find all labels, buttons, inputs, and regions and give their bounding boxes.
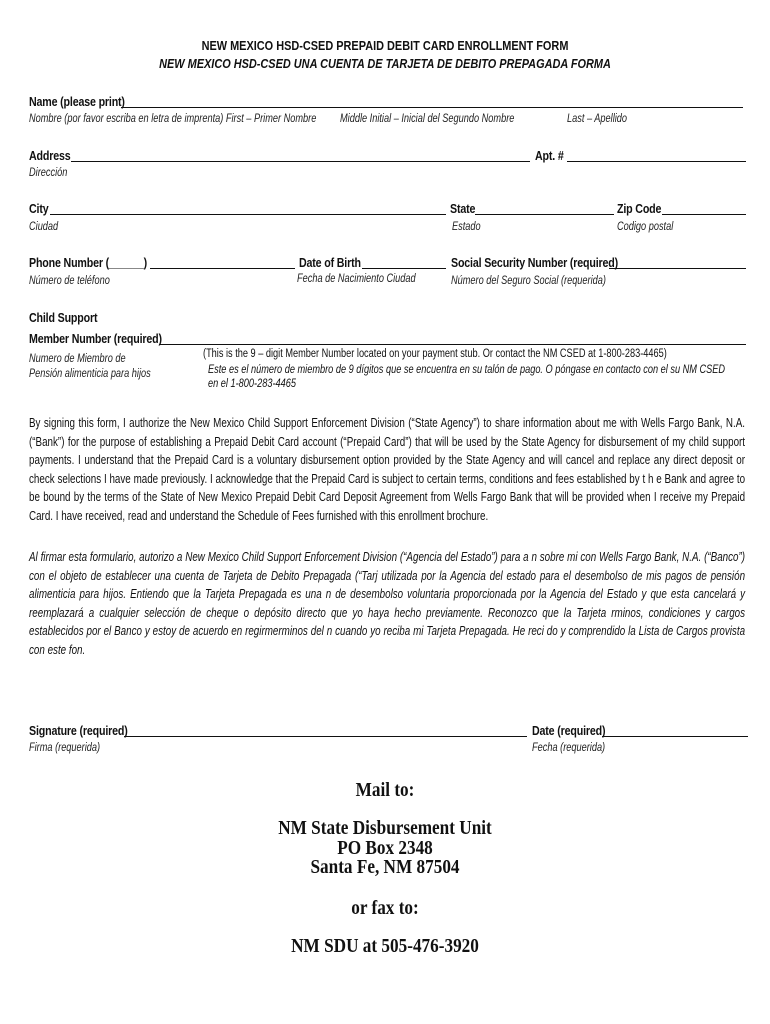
member-number-note-es-line1: Este es el número de miembro de 9 dígitos que se encuentra en su talón de pago. O póngase en contacto con el su NM CSED — [208, 364, 726, 376]
signature-sublabel: Firma (requerida) — [29, 742, 101, 754]
mail-to-heading: Mail to: — [355, 779, 415, 801]
dob-label: Date of Birth — [299, 255, 361, 270]
child-support-label-line2: Member Number (required) — [29, 331, 162, 346]
child-support-label-line1: Child Support — [29, 310, 98, 325]
child-support-sublabel-line1: Numero de Miembro de — [29, 353, 126, 365]
name-label: Name (please print) — [29, 94, 125, 109]
state-input-line[interactable] — [475, 214, 614, 215]
phone-sublabel: Número de teléfono — [29, 275, 110, 287]
zip-label: Zip Code — [617, 201, 662, 216]
mail-address-line2: PO Box 2348 — [337, 837, 433, 859]
address-sublabel: Dirección — [29, 167, 68, 179]
authorization-text-es: Al firmar esta formulario, autorizo a New Mexico Child Support Enforcement Division (“Agencia del Estado”) para a n sobre mi con Wells Fargo Bank, N.A. (“Banco”) con el objeto de establecer una cuenta de Tarjeta de Debito Prepagada (“Tarj utilizada por la Agencia del estado para el desembolso de mis pagos de pensión alimenticia para hijos. Entiendo que la Tarjeta Prepagada es una n de desembolso voluntaria proporcionada por la Agencia del Estado y que esta cancelará y reemplazará a cualquier selección de cheque o depósito directo que yo haya hecho previamente. Reconozco que la Tarjeta rminos, condiciones y cargos establecidos por el Banco y estoy de acuerdo en regirmerminos del n cuando yo reciba mi Tarjeta Prepagada. He reci do y comprendido la Lista de Cargos provista con este fon. — [29, 550, 746, 657]
ssn-sublabel: Número del Seguro Social (requerida) — [451, 275, 606, 287]
fax-heading: or fax to: — [351, 897, 419, 919]
zip-sublabel: Codigo postal — [617, 221, 674, 233]
signature-input-line[interactable] — [124, 736, 527, 737]
city-label: City — [29, 201, 49, 216]
ssn-input-line[interactable] — [609, 268, 746, 269]
state-sublabel: Estado — [452, 221, 481, 233]
mail-address-line1: NM State Disbursement Unit — [278, 817, 492, 839]
member-number-input-line[interactable] — [159, 344, 746, 345]
name-input-line[interactable] — [121, 107, 743, 108]
city-sublabel: Ciudad — [29, 221, 59, 233]
zip-input-line[interactable] — [662, 214, 746, 215]
address-label: Address — [29, 148, 71, 163]
child-support-sublabel-line2: Pensión alimenticia para hijos — [29, 368, 151, 380]
date-input-line[interactable] — [602, 736, 748, 737]
phone-label: Phone Number (______) — [29, 255, 148, 270]
mail-address-line3: Santa Fe, NM 87504 — [310, 856, 460, 878]
dob-input-line[interactable] — [362, 268, 446, 269]
form-title: NEW MEXICO HSD-CSED PREPAID DEBIT CARD ENROLLMENT FORM — [201, 38, 569, 53]
form-subtitle: NEW MEXICO HSD-CSED UNA CUENTA DE TARJETA DE DEBITO PREPAGADA FORMA — [159, 56, 611, 71]
name-first-sublabel: Nombre (por favor escriba en letra de imprenta) First – Primer Nombre — [29, 113, 317, 125]
member-number-note-es-line2: en el 1-800-283-4465 — [208, 378, 296, 390]
apt-input-line[interactable] — [567, 161, 746, 162]
date-sublabel: Fecha (requerida) — [532, 742, 606, 754]
name-last-sublabel: Last – Apellido — [567, 113, 628, 125]
signature-label: Signature (required) — [29, 723, 128, 738]
member-number-note-en: (This is the 9 – digit Member Number located on your payment stub. Or contact the NM CSED at 1-800-283-4465) — [203, 348, 667, 360]
phone-input-line[interactable] — [150, 268, 295, 269]
city-input-line[interactable] — [50, 214, 446, 215]
fax-number: NM SDU at 505-476-3920 — [291, 935, 479, 957]
state-label: State — [450, 201, 476, 216]
name-middle-sublabel: Middle Initial – Inicial del Segundo Nombre — [340, 113, 515, 125]
ssn-label: Social Security Number (required) — [451, 255, 618, 270]
authorization-text-en: By signing this form, I authorize the New Mexico Child Support Enforcement Division (“State Agency”) to share information about me with Wells Fargo Bank, N.A. (“Bank”) for the purpose of establishing a Prepaid Debit Card account (“Prepaid Card”) that will be used by the State Agency for disbursement of my child support payments. I understand that the Prepaid Card is a voluntary disbursement option provided by the State Agency and will cancel and replace any direct deposit or check selections I have made previously. I acknowledge that the Prepaid Card is subject to certain terms, conditions and fees established by t h e Bank and agree to be bound by the terms of the State of New Mexico Prepaid Debit Card Deposit Agreement from Wells Fargo Bank that will be provided when I receive my Prepaid Card. I have received, read and understand the Schedule of Fees furnished with this enrollment brochure. — [29, 416, 746, 523]
date-label: Date (required) — [532, 723, 606, 738]
dob-sublabel: Fecha de Nacimiento Ciudad — [297, 273, 416, 285]
apt-label: Apt. # — [535, 148, 564, 163]
address-input-line[interactable] — [71, 161, 530, 162]
